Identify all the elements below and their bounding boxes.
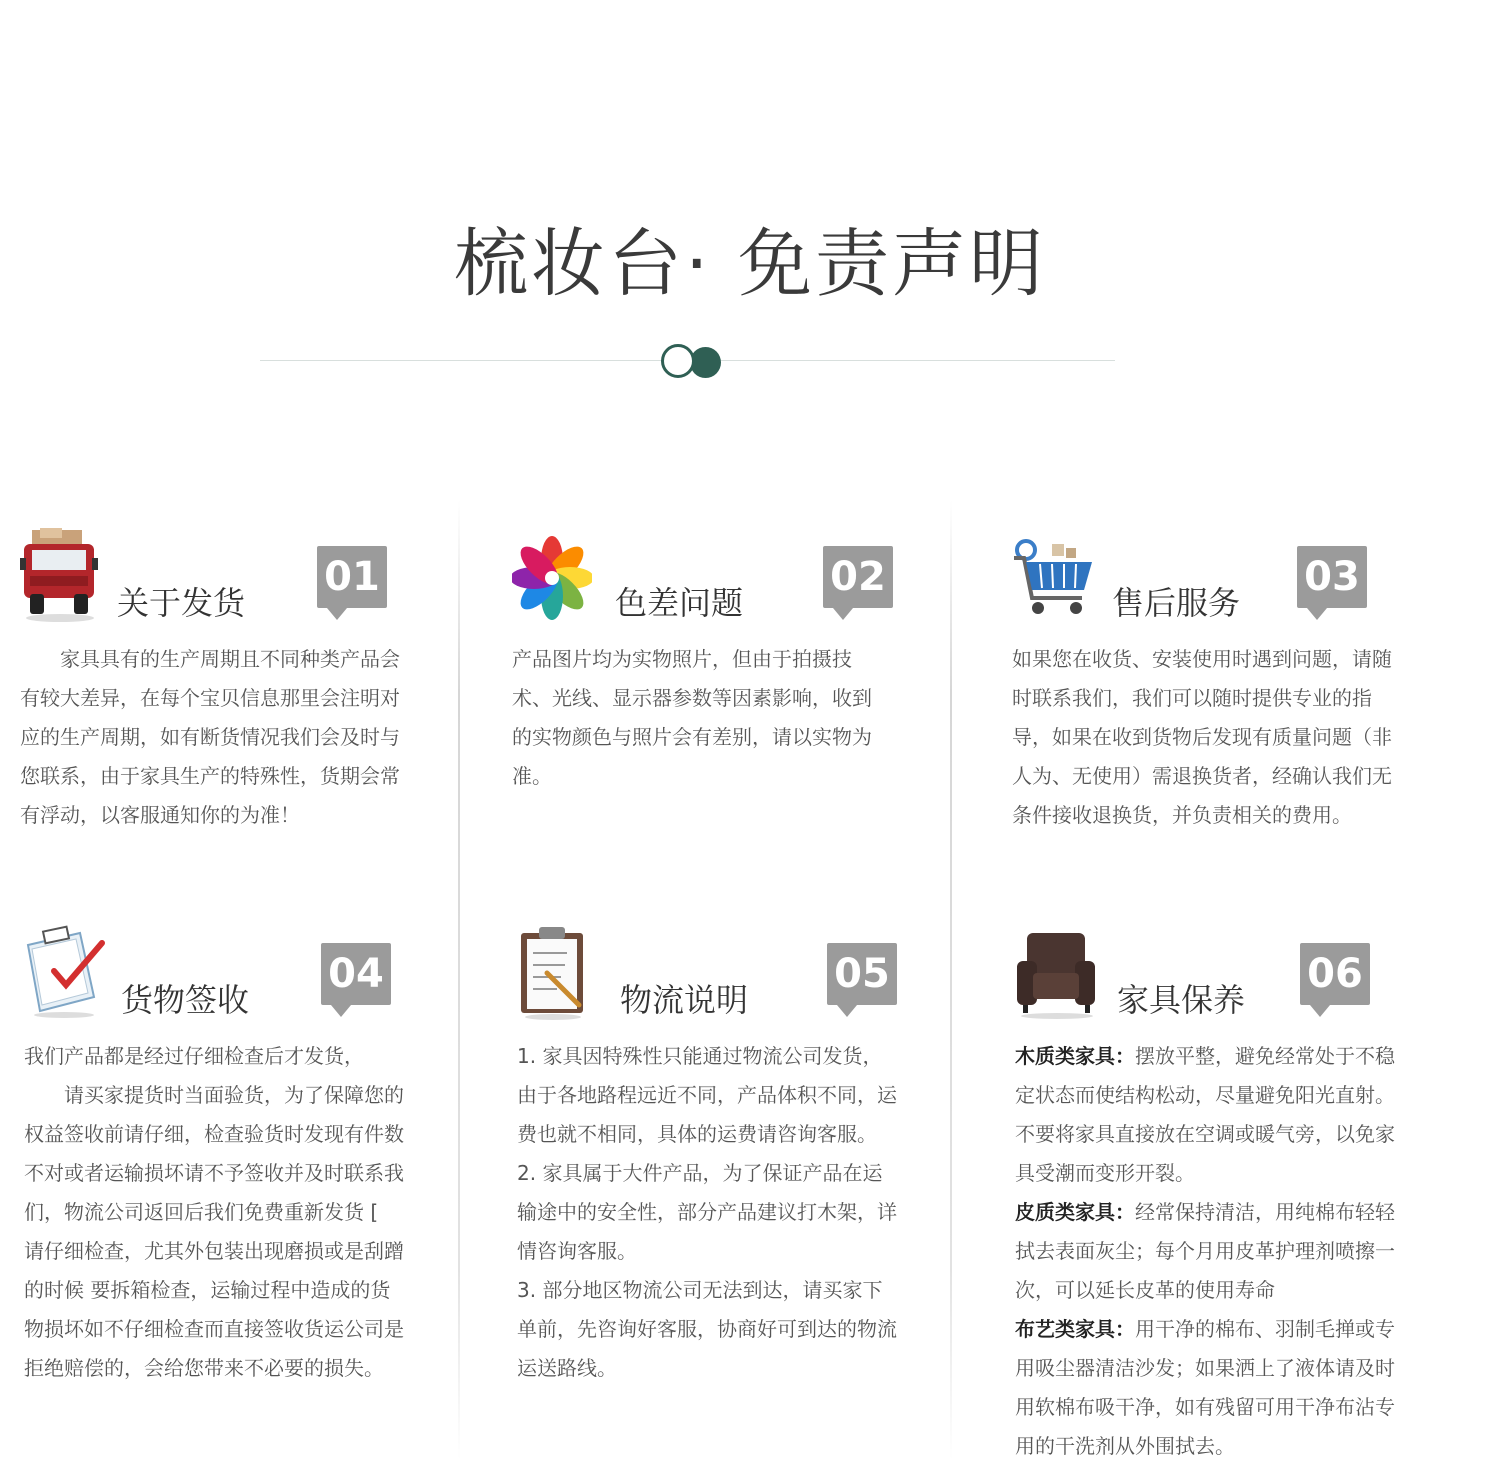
- section-number-badge: 01: [317, 546, 387, 608]
- care-label-leather: 皮质类家具：: [1015, 1200, 1135, 1224]
- section-number-badge: 04: [321, 943, 391, 1005]
- shopping-cart-icon: [1012, 528, 1092, 623]
- checklist-icon: [24, 925, 104, 1020]
- column-divider: [950, 500, 952, 1460]
- section-title: 物流说明: [620, 981, 749, 1019]
- section-body: [1015, 1037, 1395, 1466]
- page-title: 梳妆台· 免责声明: [453, 221, 1047, 307]
- section-paragraph: 3. 部分地区物流公司无法到达，请买家下单前，先咨询好客服，协商好可到达的物流运送路线。: [517, 1278, 897, 1380]
- section-title: 货物签收: [121, 981, 250, 1019]
- section-paragraph: 产品图片均为实物照片，但由于拍摄技术、光线、显示器参数等因素影响，收到的实物颜色与照片会有差别，请以实物为准。: [512, 647, 872, 788]
- section-paragraph: [1015, 1310, 1395, 1466]
- section-number-badge: 02: [823, 546, 893, 608]
- section-paragraph: [1015, 1193, 1395, 1310]
- section-paragraph: 家具具有的生产周期且不同种类产品会有较大差异，在每个宝贝信息那里会注明对应的生产周期，如有断货情况我们会及时与您联系，由于家具生产的特殊性，货期会常有浮动，以客服通知你的为准！: [20, 647, 400, 827]
- section-paragraph: 1. 家具因特殊性只能通过物流公司发货，由于各地路程远近不同，产品体积不同，运费也就不相同，具体的运费请咨询客服。: [517, 1044, 897, 1146]
- section-body: [517, 1037, 902, 1388]
- section-paragraph: 2. 家具属于大件产品，为了保证产品在运输途中的安全性，部分产品建议打木架，详情咨询客服。: [517, 1161, 897, 1263]
- column-divider: [458, 500, 460, 1460]
- section-number-badge: 06: [1300, 943, 1370, 1005]
- divider-dot-outline: [661, 344, 695, 378]
- delivery-truck-icon: [20, 528, 100, 623]
- section-paragraph: [1015, 1037, 1395, 1193]
- armchair-icon: [1015, 925, 1095, 1020]
- care-text-leather: 经常保持清洁，用纯棉布轻轻拭去表面灰尘；每个月用皮革护理剂喷擦一次，可以延长皮革的使用寿命: [1015, 1200, 1395, 1302]
- section-body: [20, 640, 405, 835]
- care-text-fabric: 用干净的棉布、羽制毛掸或专用吸尘器清洁沙发；如果洒上了液体请及时用软棉布吸干净，如有残留可用干净布沾专用的干洗剂从外围拭去。: [1015, 1317, 1395, 1458]
- care-text-wood: 摆放平整，避免经常处于不稳定状态而使结构松动，尽量避免阳光直射。不要将家具直接放在空调或暖气旁，以免家具受潮而变形开裂。: [1015, 1044, 1395, 1185]
- section-title: 售后服务: [1112, 584, 1241, 622]
- section-body: [512, 640, 890, 796]
- section-body: [24, 1037, 404, 1388]
- section-paragraph: 如果您在收货、安装使用时遇到问题，请随时联系我们，我们可以随时提供专业的指导，如果在收到货物后发现有质量问题（非人为、无使用）需退换货者，经确认我们无条件接收退换货，并负责相关的费用。: [1012, 647, 1392, 827]
- section-title: 家具保养: [1117, 981, 1246, 1019]
- section-number-badge: 03: [1297, 546, 1367, 608]
- section-title: 关于发货: [117, 584, 246, 622]
- section-paragraph: 我们产品都是经过仔细检查后才发货，: [24, 1044, 364, 1068]
- section-body: [1012, 640, 1392, 835]
- color-wheel-icon: [512, 528, 592, 623]
- section-number-badge: 05: [827, 943, 897, 1005]
- care-label-wood: 木质类家具：: [1015, 1044, 1135, 1068]
- care-label-fabric: 布艺类家具：: [1015, 1317, 1135, 1341]
- clipboard-icon: [517, 925, 597, 1020]
- section-paragraph: 请买家提货时当面验货，为了保障您的权益签收前请仔细，检查验货时发现有件数不对或者运输损坏请不予签收并及时联系我们，物流公司返回后我们免费重新发货 [ 请仔细检查，尤其外包装出现磨损或是刮蹭的时候 要拆箱检查，运输过程中造成的货物损坏如不仔细检查而直接签收货运公司是拒绝赔偿的，会给您带来不必要的损失。: [24, 1083, 404, 1380]
- section-title: 色差问题: [615, 584, 744, 622]
